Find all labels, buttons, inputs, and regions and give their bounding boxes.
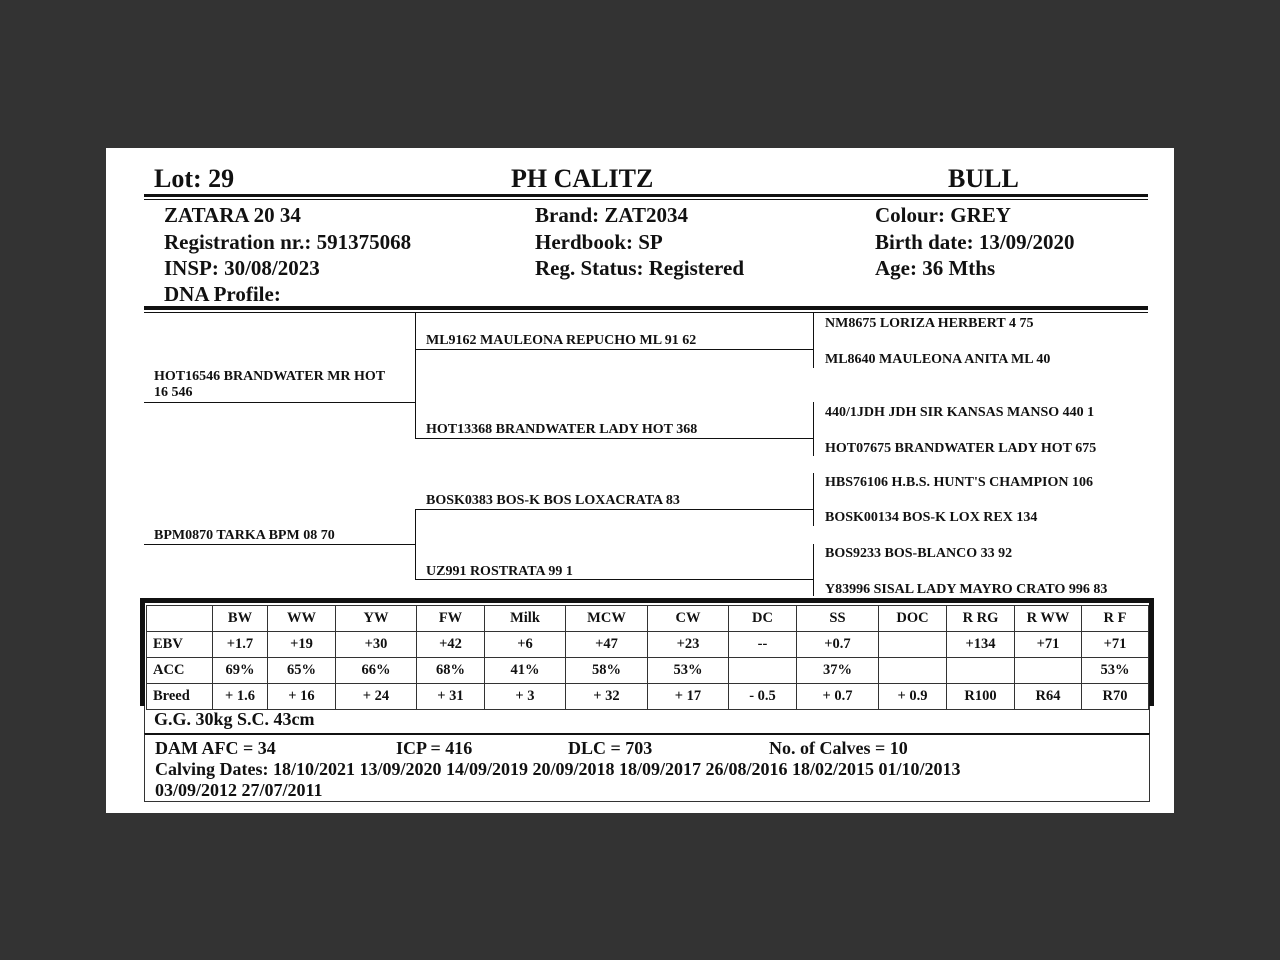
table-top-rule <box>140 598 1154 603</box>
breed-cell: R100 <box>947 684 1015 710</box>
acc-cell <box>1015 658 1082 684</box>
breed-cell: + 3 <box>485 684 566 710</box>
calving-dates-continued: 03/09/2012 27/07/2011 <box>155 780 323 800</box>
dam-bracket <box>415 509 416 579</box>
ebv-header-cell: MCW <box>566 606 648 632</box>
breed-cell: + 17 <box>648 684 729 710</box>
ebv-cell: +47 <box>566 632 648 658</box>
sire-line <box>144 402 415 403</box>
ebv-header-cell: R WW <box>1015 606 1082 632</box>
dam-dam-line <box>415 579 813 580</box>
ebv-cell: +42 <box>417 632 485 658</box>
acc-cell: 53% <box>1082 658 1149 684</box>
ebv-row-label: EBV <box>147 632 213 658</box>
dam-sire: BOSK0383 BOS-K BOS LOXACRATA 83 <box>426 493 680 508</box>
ebv-header-cell: R RG <box>947 606 1015 632</box>
acc-row <box>147 658 1149 684</box>
sire-dam-sire: 440/1JDH JDH SIR KANSAS MANSO 440 1 <box>825 405 1095 420</box>
calving-dates: Calving Dates: 18/10/2021 13/09/2020 14/09/2019 20/09/2018 18/09/2017 26/08/2016 18/02/2015 01/10/2013 <box>155 759 961 779</box>
number-of-calves: No. of Calves = 10 <box>769 738 908 758</box>
acc-cell: 53% <box>648 658 729 684</box>
ebv-header-cell: R F <box>1082 606 1149 632</box>
ebv-cell: -- <box>729 632 797 658</box>
ebv-cell: +6 <box>485 632 566 658</box>
breeder-name: PH CALITZ <box>511 164 654 193</box>
dam: BPM0870 TARKA BPM 08 70 <box>154 528 335 543</box>
sire-sire-line <box>415 349 813 350</box>
ebv-cell: +19 <box>268 632 336 658</box>
registration-number: Registration nr.: 591375068 <box>164 230 412 254</box>
sire-dam-line <box>415 438 813 439</box>
acc-cell <box>947 658 1015 684</box>
animal-name: ZATARA 20 34 <box>164 203 301 227</box>
ebv-cell: +1.7 <box>213 632 268 658</box>
acc-cell: 41% <box>485 658 566 684</box>
info-rule-thin <box>144 312 1148 313</box>
colour: Colour: GREY <box>875 203 1011 227</box>
ebv-header-cell: WW <box>268 606 336 632</box>
dam-sire-sire: HBS76106 H.B.S. HUNT'S CHAMPION 106 <box>825 475 1093 490</box>
breed-row-label: Breed <box>147 684 213 710</box>
ds-bracket <box>813 473 814 526</box>
ebv-cell: +71 <box>1015 632 1082 658</box>
acc-cell: 68% <box>417 658 485 684</box>
dam-line <box>144 544 415 545</box>
breed-cell: R64 <box>1015 684 1082 710</box>
sire-bracket <box>415 313 416 438</box>
ebv-header-cell: DOC <box>879 606 947 632</box>
breed-cell: + 0.7 <box>797 684 879 710</box>
ebv-row <box>147 632 1149 658</box>
brand: Brand: ZAT2034 <box>535 203 689 227</box>
ebv-header-cell: CW <box>648 606 729 632</box>
icp: ICP = 416 <box>396 738 473 758</box>
dam-sire-dam: BOSK00134 BOS-K LOX REX 134 <box>825 510 1038 525</box>
registration-status: Reg. Status: Registered <box>535 256 744 280</box>
acc-cell: 37% <box>797 658 879 684</box>
ebv-header-cell: Milk <box>485 606 566 632</box>
animal-sex: BULL <box>948 164 1019 193</box>
ebv-cell: +0.7 <box>797 632 879 658</box>
sire-dam-dam: HOT07675 BRANDWATER LADY HOT 675 <box>825 441 1097 454</box>
ss-bracket <box>813 313 814 368</box>
ebv-cell: +23 <box>648 632 729 658</box>
ebv-table <box>146 605 1149 710</box>
measures-box <box>144 706 1150 733</box>
sire-sire-sire: NM8675 LORIZA HERBERT 4 75 <box>825 316 1034 331</box>
lot-number: Lot: 29 <box>154 164 235 193</box>
ebv-cell: +30 <box>336 632 417 658</box>
ebv-header-cell: DC <box>729 606 797 632</box>
ebv-header-cell <box>147 606 213 632</box>
sd-bracket <box>813 402 814 456</box>
breed-cell: + 0.9 <box>879 684 947 710</box>
sire-dam: HOT13368 BRANDWATER LADY HOT 368 <box>426 422 698 437</box>
ebv-header-cell: FW <box>417 606 485 632</box>
breed-cell: + 32 <box>566 684 648 710</box>
ebv-header-cell: BW <box>213 606 268 632</box>
lot-card <box>106 148 1174 813</box>
acc-cell: 65% <box>268 658 336 684</box>
dam-afc: DAM AFC = 34 <box>155 738 276 758</box>
breed-cell: + 16 <box>268 684 336 710</box>
sire: HOT16546 BRANDWATER MR HOT 16 546 <box>154 369 385 400</box>
table-left-rule <box>140 598 145 706</box>
breed-cell: + 24 <box>336 684 417 710</box>
ebv-cell: +134 <box>947 632 1015 658</box>
header-rule <box>144 194 1148 197</box>
acc-cell: 66% <box>336 658 417 684</box>
ebv-header-cell: SS <box>797 606 879 632</box>
dam-info-box <box>144 733 1150 802</box>
measures: G.G. 30kg S.C. 43cm <box>154 709 315 729</box>
dd-bracket <box>813 544 814 596</box>
acc-cell <box>879 658 947 684</box>
ebv-cell: +71 <box>1082 632 1149 658</box>
acc-cell: 58% <box>566 658 648 684</box>
herdbook: Herdbook: SP <box>535 230 663 254</box>
inspection-date: INSP: 30/08/2023 <box>164 256 320 280</box>
dam-sire-line <box>415 509 813 510</box>
sire-sire: ML9162 MAULEONA REPUCHO ML 91 62 <box>426 333 697 348</box>
breed-cell: R70 <box>1082 684 1149 710</box>
dam-dam: UZ991 ROSTRATA 99 1 <box>426 564 573 579</box>
info-rule <box>144 306 1148 310</box>
breed-cell: + 31 <box>417 684 485 710</box>
dam-dam-dam: Y83996 SISAL LADY MAYRO CRATO 996 83 <box>825 582 1108 597</box>
acc-cell: 69% <box>213 658 268 684</box>
ebv-cell <box>879 632 947 658</box>
breed-cell: - 0.5 <box>729 684 797 710</box>
birth-date: Birth date: 13/09/2020 <box>875 230 1075 254</box>
header-rule-thin <box>144 199 1148 200</box>
dna-profile: DNA Profile: <box>164 282 281 306</box>
table-right-rule <box>1149 598 1154 706</box>
dlc: DLC = 703 <box>568 738 653 758</box>
acc-cell <box>729 658 797 684</box>
sire-sire-dam: ML8640 MAULEONA ANITA ML 40 <box>825 352 1051 367</box>
ebv-header-cell: YW <box>336 606 417 632</box>
ebv-header-row <box>147 606 1149 632</box>
age: Age: 36 Mths <box>875 256 996 280</box>
dam-dam-sire: BOS9233 BOS-BLANCO 33 92 <box>825 546 1013 561</box>
acc-row-label: ACC <box>147 658 213 684</box>
breed-cell: + 1.6 <box>213 684 268 710</box>
